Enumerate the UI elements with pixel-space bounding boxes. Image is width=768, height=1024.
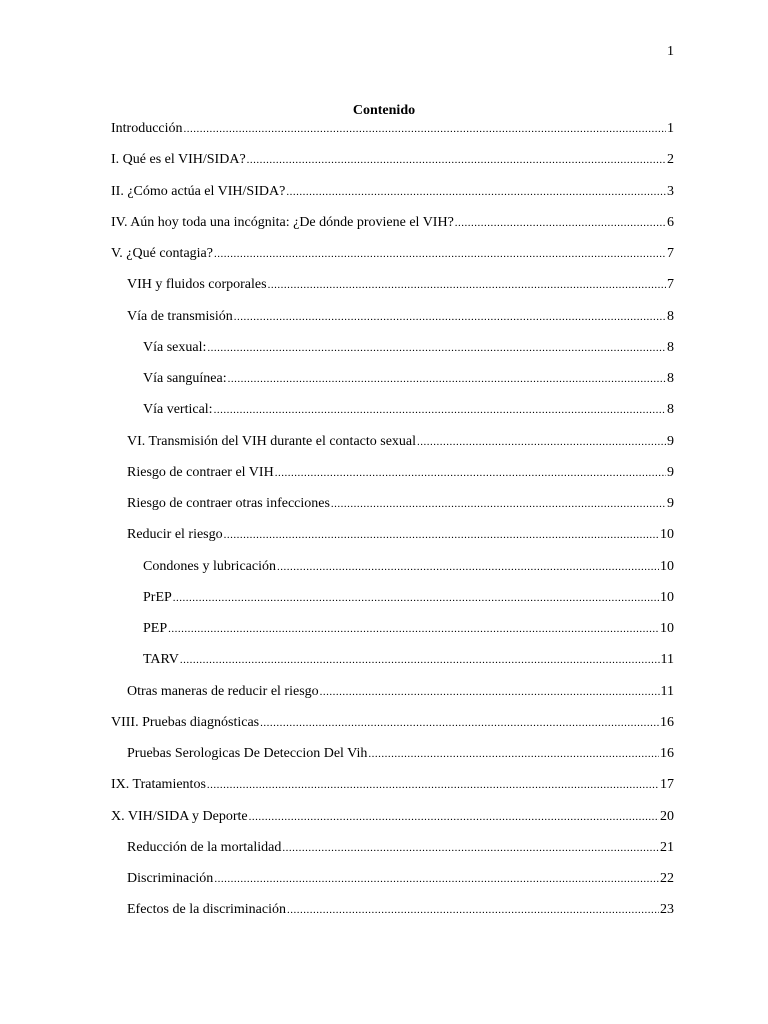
toc-dot-leader [277, 557, 659, 577]
toc-entry-page: 9 [667, 496, 674, 511]
toc-dot-leader [287, 900, 659, 920]
toc-entry-text: IX. Tratamientos [111, 777, 206, 793]
toc-entry-page: 22 [660, 871, 674, 886]
toc-entry-text: V. ¿Qué contagia? [111, 246, 213, 261]
toc-entry[interactable] [111, 150, 674, 181]
toc-entry[interactable] [111, 682, 674, 713]
toc-dot-leader [207, 338, 666, 358]
toc-entry-text: Reducción de la mortalidad [127, 839, 282, 855]
toc-entry[interactable] [111, 338, 674, 369]
toc-dot-leader [455, 213, 666, 233]
toc-entry[interactable] [111, 119, 674, 150]
toc-entry-page: 17 [660, 777, 674, 793]
toc-entry[interactable] [111, 869, 674, 900]
toc-dot-leader [247, 150, 666, 170]
toc-dot-leader [286, 182, 666, 202]
toc-dot-leader [234, 307, 666, 327]
toc-entry-text: Vía sanguínea: [143, 371, 227, 386]
toc-entry-page: 7 [667, 246, 674, 261]
toc-dot-leader [249, 807, 659, 827]
toc-entry-text: I. Qué es el VIH/SIDA? [111, 152, 246, 168]
toc-entry[interactable] [111, 807, 674, 838]
toc-entry[interactable] [111, 557, 674, 588]
toc-entry-page: 10 [660, 589, 674, 605]
toc-entry-text: Discriminación [127, 871, 214, 886]
toc-entry-text: Introducción [111, 121, 183, 136]
toc-entry-page: 3 [667, 183, 674, 199]
toc-entry-page: 11 [660, 683, 674, 699]
toc-entry-text: X. VIH/SIDA y Deporte [111, 808, 248, 824]
toc-entry[interactable] [111, 900, 674, 931]
page-number: 1 [667, 44, 674, 59]
toc-entry-text: Condones y lubricación [143, 558, 276, 574]
toc-dot-leader [275, 463, 666, 483]
toc-entry-page: 16 [660, 714, 674, 730]
toc-entry-page: 8 [667, 308, 674, 324]
toc-entry-text: VI. Transmisión del VIH durante el contacto sexual [127, 433, 417, 449]
toc-entry[interactable] [111, 588, 674, 619]
toc-entry[interactable] [111, 525, 674, 556]
toc-entry-text: Pruebas Serologicas De Deteccion Del Vih [127, 746, 368, 761]
toc-dot-leader [207, 775, 659, 795]
toc-entry[interactable] [111, 713, 674, 744]
toc-entry-text: Vía de transmisión [127, 308, 233, 324]
toc-entry[interactable] [111, 838, 674, 869]
toc-entry-text: Riesgo de contraer el VIH [127, 464, 274, 480]
toc-entry-text: PrEP [143, 589, 172, 605]
toc-entry-page: 23 [660, 902, 674, 918]
toc-entry-page: 10 [660, 621, 674, 636]
toc-entry-page: 2 [667, 152, 674, 168]
toc-entry-page: 9 [667, 464, 674, 480]
toc-entry-text: Riesgo de contraer otras infecciones [127, 496, 330, 511]
toc-entry-page: 6 [667, 214, 674, 230]
toc-entry[interactable] [111, 432, 674, 463]
toc-entry[interactable] [111, 182, 674, 213]
toc-entry-page: 9 [667, 433, 674, 449]
toc-entry[interactable] [111, 213, 674, 244]
toc-dot-leader [228, 369, 666, 389]
toc-entry-page: 11 [660, 652, 674, 668]
toc-entry-text: PEP [143, 621, 168, 636]
toc-entry[interactable] [111, 275, 674, 306]
toc-entry-page: 10 [660, 558, 674, 574]
table-of-contents [111, 119, 674, 932]
toc-entry-page: 16 [660, 746, 674, 761]
toc-dot-leader [368, 744, 659, 764]
toc-dot-leader [168, 619, 659, 639]
toc-dot-leader [282, 838, 659, 858]
toc-dot-leader [184, 119, 666, 139]
toc-entry-text: Efectos de la discriminación [127, 902, 286, 918]
toc-entry-page: 8 [667, 371, 674, 386]
toc-dot-leader [214, 400, 666, 420]
toc-entry-text: TARV [143, 652, 179, 668]
toc-entry-page: 10 [660, 527, 674, 543]
toc-dot-leader [260, 713, 659, 733]
toc-entry[interactable] [111, 744, 674, 775]
toc-entry-text: II. ¿Cómo actúa el VIH/SIDA? [111, 183, 286, 199]
toc-dot-leader [180, 650, 660, 670]
toc-entry-text: VIII. Pruebas diagnósticas [111, 714, 260, 730]
toc-entry[interactable] [111, 463, 674, 494]
toc-entry-text: Vía sexual: [143, 339, 207, 355]
toc-dot-leader [320, 682, 660, 702]
toc-dot-leader [214, 869, 659, 889]
toc-entry-text: Reducir el riesgo [127, 527, 223, 543]
toc-entry[interactable] [111, 494, 674, 525]
toc-title: Contenido [352, 103, 416, 118]
toc-dot-leader [224, 525, 659, 545]
toc-entry[interactable] [111, 619, 674, 650]
toc-entry[interactable] [111, 400, 674, 431]
toc-entry-text: Vía vertical: [143, 402, 213, 418]
toc-entry[interactable] [111, 650, 674, 681]
toc-entry-page: 8 [667, 339, 674, 355]
toc-entry-page: 1 [667, 121, 674, 136]
toc-entry[interactable] [111, 307, 674, 338]
toc-entry-page: 8 [667, 402, 674, 418]
toc-entry-text: VIH y fluidos corporales [127, 277, 267, 293]
toc-entry-text: Otras maneras de reducir el riesgo [127, 683, 319, 699]
toc-entry-page: 7 [667, 277, 674, 293]
toc-dot-leader [268, 275, 666, 295]
toc-entry[interactable] [111, 244, 674, 275]
toc-entry-page: 21 [660, 839, 674, 855]
toc-dot-leader [173, 588, 659, 608]
toc-dot-leader [214, 244, 666, 264]
toc-entry[interactable] [111, 775, 674, 806]
toc-entry-page: 20 [660, 808, 674, 824]
toc-entry[interactable] [111, 369, 674, 400]
toc-entry-text: IV. Aún hoy toda una incógnita: ¿De dónde proviene el VIH? [111, 214, 454, 230]
toc-dot-leader [417, 432, 666, 452]
toc-dot-leader [331, 494, 666, 514]
